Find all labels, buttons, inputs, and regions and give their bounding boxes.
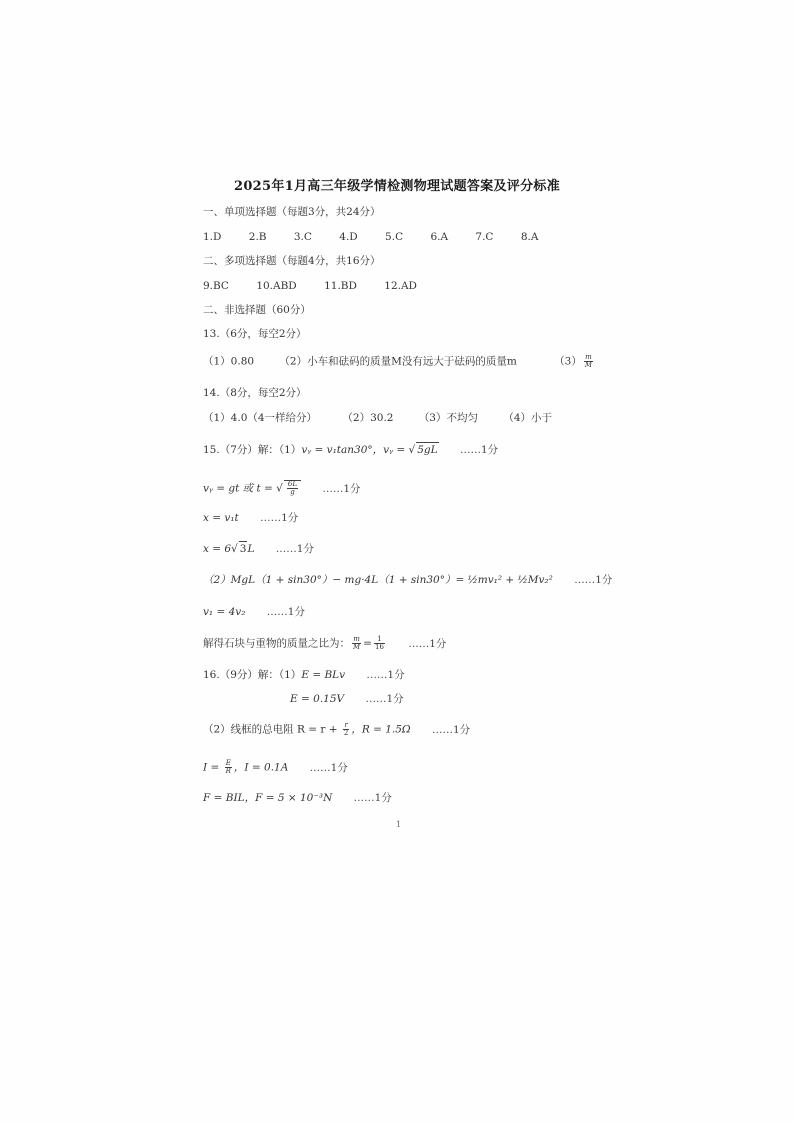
q16-eq3-b: ，R = 1.5Ω <box>351 723 411 736</box>
q15-header: 15.（7分）解：（1） <box>203 444 302 456</box>
q15-line7: 解得石块与重物的质量之比为： $\frac{m}{M}$ = $\frac{1}{16}$ ……1分 <box>203 635 447 651</box>
answer-item: 4.D <box>339 231 358 243</box>
q14-header: 14.（8分，每空2分） <box>203 387 307 399</box>
q13-part1: （1）0.80 <box>203 355 255 368</box>
q15-eq7: 解得石块与重物的质量之比为： <box>203 637 350 650</box>
q15-line3 <box>203 511 298 525</box>
score-mark: ……1分 <box>322 482 361 495</box>
page-title: 2025年1月高三年级学情检测物理试题答案及评分标准 <box>233 179 561 194</box>
score-mark: ……1分 <box>366 669 405 681</box>
score-mark: ……1分 <box>353 792 392 804</box>
q16-line3 <box>203 722 470 737</box>
score-mark: ……1分 <box>408 637 447 650</box>
q15-eq4-b: L <box>247 543 255 555</box>
q16-eq4-a: I = <box>203 761 223 774</box>
q16-eq5: F = BIL，F = 5 × 10⁻³N <box>203 792 333 804</box>
score-mark: ……1分 <box>266 606 305 618</box>
answer-item: 6.A <box>430 231 449 243</box>
q15-eq2-fraction <box>287 481 298 496</box>
fraction-numerator: m <box>585 353 592 361</box>
q16-eq1: E = BLv <box>301 669 346 681</box>
q15-eq2-sqrt <box>284 480 301 496</box>
q16-line5 <box>203 791 392 805</box>
page-number: 1 <box>396 820 402 829</box>
q15-eq7-rhs-fraction <box>374 636 385 651</box>
answer-item: 5.C <box>385 231 404 243</box>
fraction-numerator: m <box>353 635 360 643</box>
fraction-denominator: M <box>353 643 361 651</box>
q14-part2: （2）30.2 <box>342 412 394 424</box>
fraction-denominator: 2 <box>343 729 349 737</box>
q16-eq4-b: ，I = 0.1A <box>233 761 289 774</box>
q13-header: 13.（6分，每空2分） <box>203 328 307 340</box>
single-choice-heading: 一、单项选择题（每题3分，共24分） <box>203 206 381 218</box>
q15-eq3: x = v₁t <box>203 512 239 524</box>
q13-answers <box>203 354 595 369</box>
score-mark: ……1分 <box>260 512 299 524</box>
fraction-numerator: 6L <box>287 480 297 488</box>
q16-line2 <box>290 692 404 706</box>
q15-eq6: v₁ = 4v₂ <box>203 606 246 618</box>
answer-item: 2.B <box>248 231 267 243</box>
answer-item: 11.BD <box>324 280 357 292</box>
q16-line1 <box>203 668 405 682</box>
q14-part3: （3）不均匀 <box>418 412 478 424</box>
answer-item: 8.A <box>520 231 539 243</box>
q15-eq5: （2）MgL（1 + sin30°）− mg·4L（1 + sin30°）= ½mv₁² + ½Mv₂² <box>203 574 553 586</box>
non-choice-heading: 二、非选择题（60分） <box>203 304 311 316</box>
q15-line5 <box>203 573 612 587</box>
q15-eq4-sqrt: 3 <box>239 543 247 555</box>
q13-part2: （2）小车和砝码的质量M没有远大于砝码的质量m <box>279 355 517 368</box>
q15-eq4-a: x = 6 <box>203 543 232 555</box>
answer-item: 7.C <box>475 231 494 243</box>
q14-answers <box>203 411 552 425</box>
answer-item: 3.C <box>293 231 312 243</box>
q13-part3-fraction <box>584 354 593 369</box>
q15-line6 <box>203 605 305 619</box>
q15-line4: x = 6√ 3L ……1分 <box>203 543 314 555</box>
score-mark: ……1分 <box>574 574 613 586</box>
q14-part1: （1）4.0（4一样给分） <box>203 412 318 424</box>
fraction-numerator: 1 <box>374 636 385 644</box>
fraction-numerator: E <box>225 759 231 767</box>
fraction-denominator: 16 <box>374 643 384 651</box>
q16-eq3-a: （2）线框的总电阻 R = r + <box>203 723 341 736</box>
answer-item: 10.ABD <box>256 280 297 292</box>
q15-line2: vᵧ = gt 或 t = √ $\frac{6L}{g}$ ……1分 <box>203 480 361 496</box>
q15-line1: 15.（7分）解：（1）vᵧ = v₁tan30°，vᵧ = √ 5gL ……1分 <box>203 444 499 456</box>
score-mark: ……1分 <box>459 444 499 456</box>
multi-choice-answers <box>203 279 417 293</box>
answer-item: 12.AD <box>384 280 417 292</box>
fraction-denominator: M <box>584 361 592 369</box>
fraction-numerator: r <box>344 721 348 729</box>
q13-part3-label: （3） <box>554 355 582 368</box>
score-mark: ……1分 <box>309 761 348 774</box>
answer-item: 1.D <box>203 231 222 243</box>
answer-item: 9.BC <box>203 280 229 292</box>
q14-part4: （4）小于 <box>503 412 553 424</box>
q15-eq7-lhs-fraction <box>352 636 361 651</box>
q15-eq1: vᵧ = v₁tan30°，vᵧ = <box>301 444 409 456</box>
q16-eq3-fraction <box>343 722 349 737</box>
score-mark: ……1分 <box>432 723 471 736</box>
fraction-denominator: g <box>290 488 295 496</box>
fraction-denominator: R <box>225 767 231 775</box>
q16-line4 <box>203 760 348 775</box>
q15-eq1-sqrt: 5gL <box>417 444 438 456</box>
q16-header: 16.（9分）解：（1） <box>203 669 302 681</box>
q16-eq2: E = 0.15V <box>290 693 345 705</box>
q16-eq4-fraction <box>225 760 232 775</box>
multi-choice-heading: 二、多项选择题（每题4分，共16分） <box>203 255 381 267</box>
single-choice-answers <box>203 230 538 244</box>
score-mark: ……1分 <box>365 693 404 705</box>
q15-eq2: vᵧ = gt 或 t = <box>203 482 277 495</box>
score-mark: ……1分 <box>275 543 314 555</box>
